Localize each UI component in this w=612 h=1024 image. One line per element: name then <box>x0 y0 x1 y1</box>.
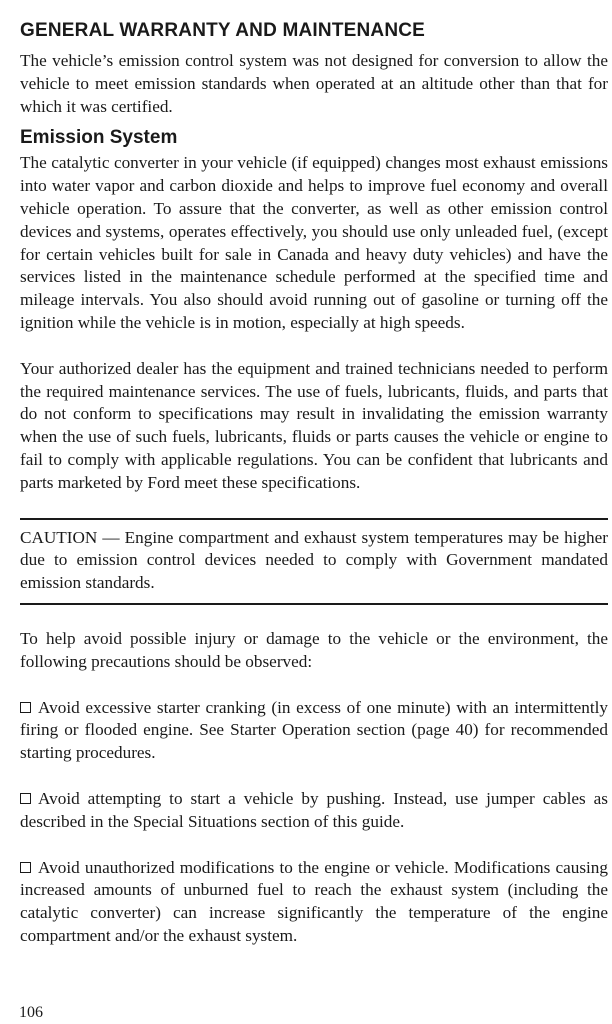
emission-paragraph-1: The catalytic converter in your vehicle (if equipped) changes most exhaust emissions into water vapor and carbon dioxide and helps to improve fuel economy and overall vehicle operation. To assure that the converter, as well as other emission control devices and systems, operates effectively, you should use only unleaded fuel, (except for certain vehicles built for sale in Canada and heavy duty vehicles) and have the services listed in the maintenance schedule performed at the specified time and mileage intervals. You also should avoid running out of gasoline or turning off the ignition while the vehicle is in motion, especially at high speeds. <box>20 153 608 332</box>
checkbox-icon <box>20 702 31 713</box>
page-heading: GENERAL WARRANTY AND MAINTENANCE <box>20 20 426 41</box>
checkbox-icon <box>20 793 31 804</box>
emission-paragraph-2: Your authorized dealer has the equipment and trained technicians needed to perform the required maintenance services. The use of fuels, lubricants, fluids, and parts that do not conform to specifications may result in invalidating the emission warranty when the use of such fuels, lubricants, fluids or parts causes the vehicle or engine to fail to comply with applicable regulations. You can be confident that lubricants and parts marketed by Ford meet these specifications. <box>20 358 608 492</box>
section-title: Emission System <box>20 127 178 149</box>
precaution-item <box>20 788 608 834</box>
intro-paragraph: The vehicle’s emission control system was not designed for conversion to allow the vehicle to meet emission standards when operated at an altitude other than that for which it was certified. <box>20 51 608 116</box>
caution-text: CAUTION — Engine compartment and exhaust system temperatures may be higher due to emission control devices needed to comply with Government mandated emission standards. <box>20 527 608 593</box>
precaution-text: Avoid unauthorized modifications to the engine or vehicle. Modifications causing increased amounts of unburned fuel to reach the exhaust system (including the catalytic converter) can increase significantly the temperature of the engine compartment and/or the exhaust system. <box>20 857 608 945</box>
page-number: 106 <box>19 1004 43 1021</box>
precaution-text: Avoid attempting to start a vehicle by pushing. Instead, use jumper cables as described in the Special Situations section of this guide. <box>20 788 608 831</box>
checkbox-icon <box>20 862 31 873</box>
precaution-text: Avoid excessive starter cranking (in excess of one minute) with an intermittently firing or flooded engine. See Starter Operation section (page 40) for recommended starting procedures. <box>20 697 608 763</box>
manual-page <box>20 18 608 948</box>
caution-box <box>20 518 608 605</box>
precautions-intro: To help avoid possible injury or damage to the vehicle or the environment, the following precautions should be observed: <box>20 628 608 671</box>
precaution-item <box>20 857 608 948</box>
precaution-item <box>20 697 608 765</box>
